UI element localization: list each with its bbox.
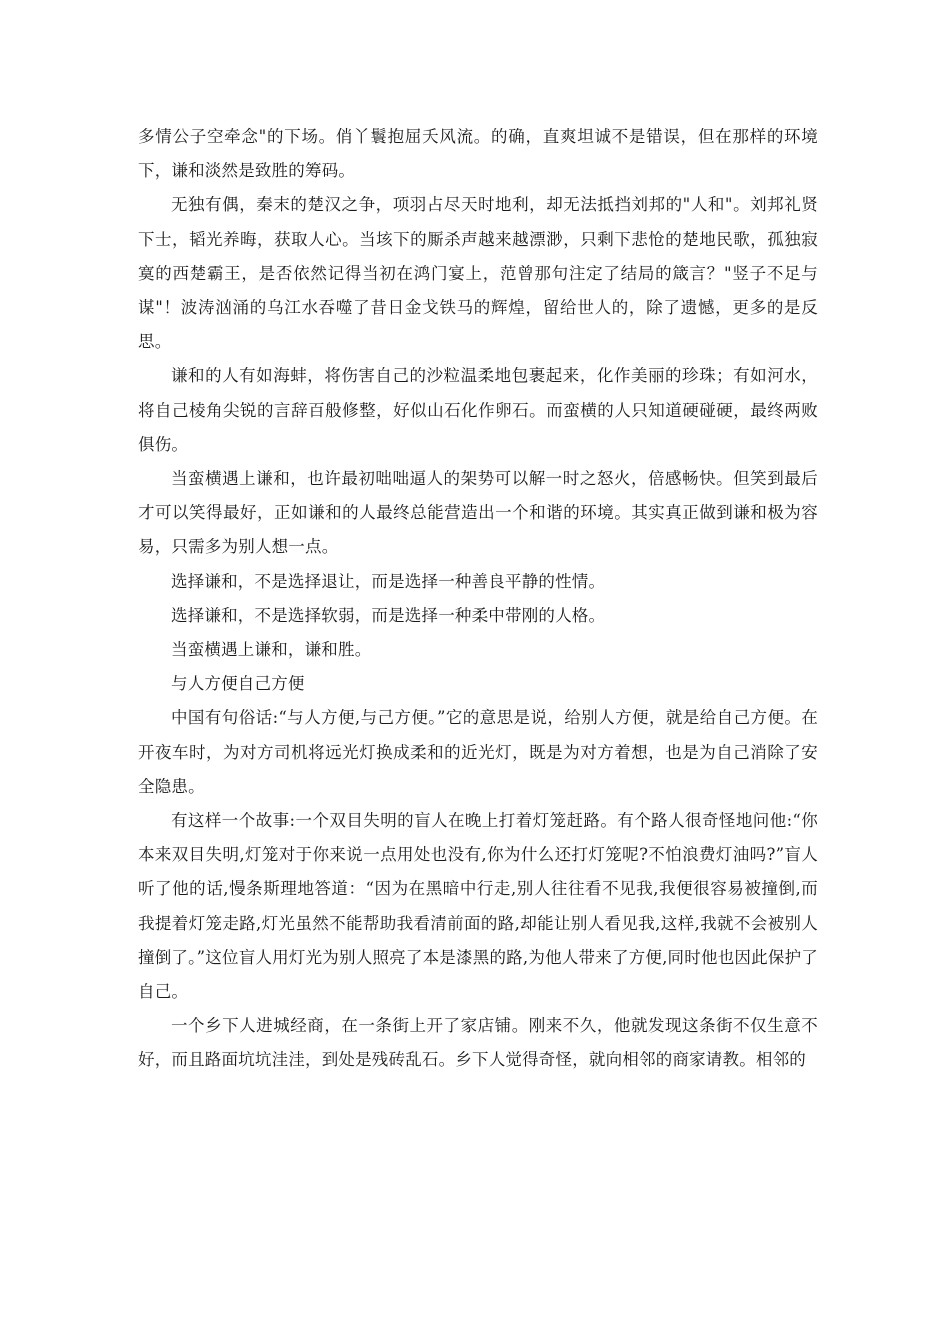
body-text <box>138 120 818 1078</box>
paragraph: 无独有偶，秦末的楚汉之争，项羽占尽天时地利，却无法抵挡刘邦的"人和"。刘邦礼贤下士，韬光养晦，获取人心。当垓下的厮杀声越来越漂渺，只剩下悲怆的楚地民歌，孤独寂寞的西楚霸王，是否依然记得当初在鸿门宴上，范曾那句注定了结局的箴言？"竖子不足与谋"！波涛汹涌的乌江水吞噬了昔日金戈铁马的辉煌，留给世人的，除了遗憾，更多的是反思。 <box>138 195 818 352</box>
paragraph: 谦和的人有如海蚌，将伤害自己的沙粒温柔地包裹起来，化作美丽的珍珠；有如河水，将自己棱角尖锐的言辞百般修整，好似山石化作卵石。而蛮横的人只知道硬碰硬，最终两败俱伤。 <box>138 366 818 454</box>
section-heading: 与人方便自己方便 <box>171 674 305 694</box>
paragraph: 当蛮横遇上谦和，也许最初咄咄逼人的架势可以解一时之怒火，倍感畅快。但笑到最后才可以笑得最好，正如谦和的人最终总能营造出一个和谐的环境。其实真正做到谦和极为容易，只需多为别人想一点。 <box>138 469 818 557</box>
paragraph: 选择谦和，不是选择退让，而是选择一种善良平静的性情。 <box>171 571 606 591</box>
paragraph: 有这样一个故事:一个双目失明的盲人在晚上打着灯笼赶路。有个路人很奇怪地问他:“你本来双目失明,灯笼对于你来说一点用处也没有,你为什么还打灯笼呢?不怕浪费灯油吗?”盲人听了他的话,慢条斯理地答道：“因为在黑暗中行走,别人往往看不见我,我便很容易被撞倒,而我提着灯笼走路,灯光虽然不能帮助我看清前面的路,却能让别人看见我,这样,我就不会被别人撞倒了。”这位盲人用灯光为别人照亮了本是漆黑的路,为他人带来了方便,同时他也因此保护了自己。 <box>138 811 818 1002</box>
paragraph: 当蛮横遇上谦和，谦和胜。 <box>171 640 372 660</box>
paragraph: 中国有句俗话:“与人方便,与己方便。”它的意思是说，给别人方便，就是给自己方便。在开夜车时，为对方司机将远光灯换成柔和的近光灯，既是为对方着想，也是为自己消除了安全隐患。 <box>138 708 818 796</box>
paragraph: 选择谦和，不是选择软弱，而是选择一种柔中带刚的人格。 <box>171 605 606 625</box>
paragraph: 多情公子空牵念"的下场。俏丫鬟抱屈夭风流。的确，直爽坦诚不是错误，但在那样的环境下，谦和淡然是致胜的筹码。 <box>138 127 818 181</box>
paragraph: 一个乡下人进城经商，在一条街上开了家店铺。刚来不久，他就发现这条街不仅生意不好，而且路面坑坑洼洼，到处是残砖乱石。乡下人觉得奇怪，就向相邻的商家请教。相邻的 <box>138 1016 818 1070</box>
